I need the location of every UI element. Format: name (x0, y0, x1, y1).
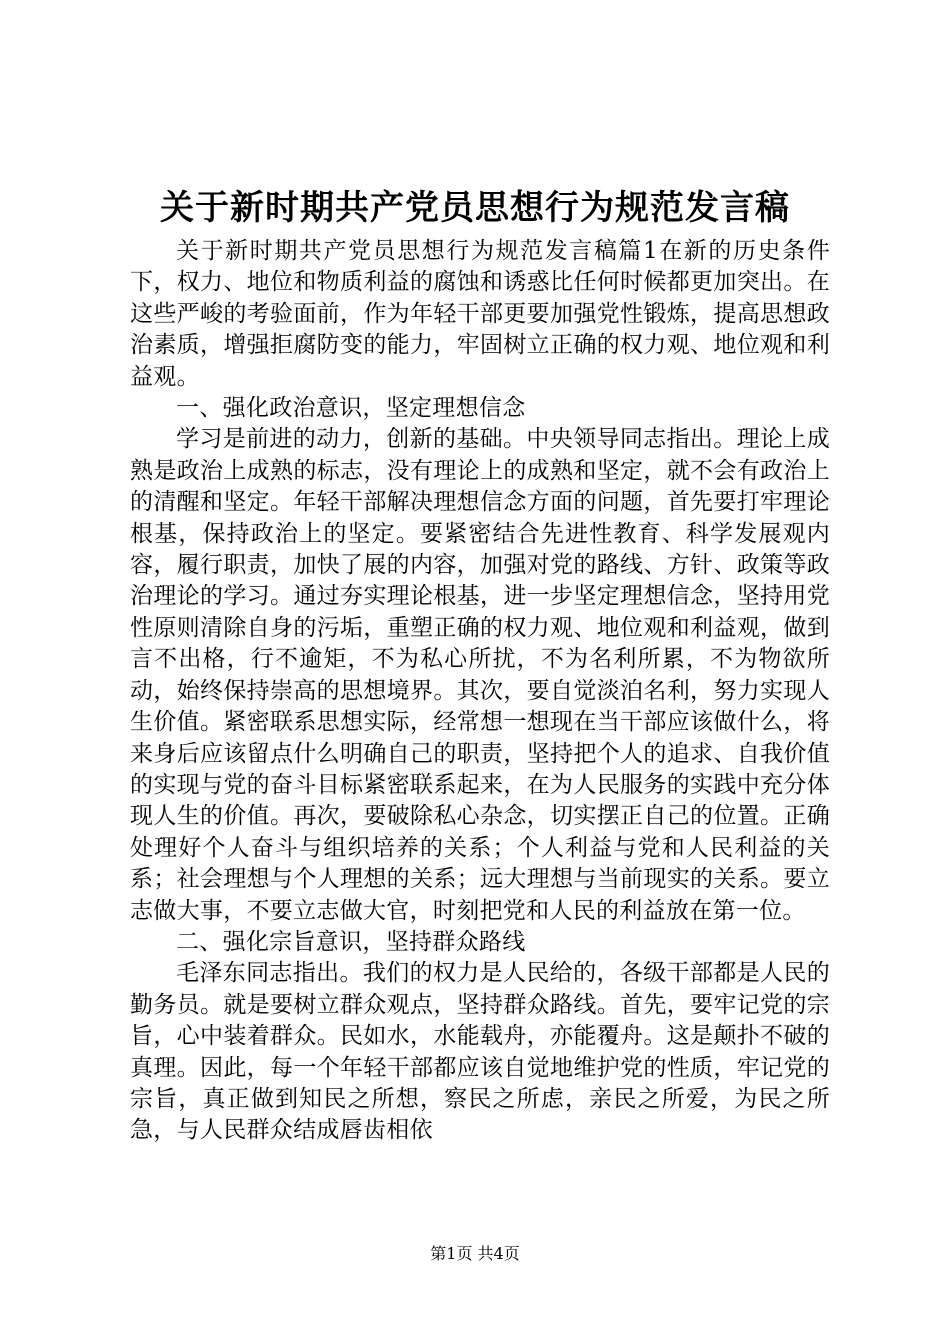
document-body (130, 236, 830, 1147)
document-title: 关于新时期共产党员思想行为规范发言稿 (160, 188, 790, 228)
paragraph-section-2: 毛泽东同志指出。我们的权力是人民给的，各级干部都是人民的勤务员。就是要树立群众观点，坚持群众路线。首先，要牢记党的宗旨，心中装着群众。民如水，水能载舟，亦能覆舟。这是颠扑不破的真理。因此，每一个年轻干部都应该自觉地维护党的性质，牢记党的宗旨，真正做到知民之所想，察民之所虑，亲民之所爱，为民之所急，与人民群众结成唇齿相依 (130, 960, 830, 1144)
paragraph-section-1: 学习是前进的动力，创新的基础。中央领导同志指出。理论上成熟是政治上成熟的标志，没有理论上的成熟和坚定，就不会有政治上的清醒和坚定。年轻干部解决理想信念方面的问题，首先要打牢理论根基，保持政治上的坚定。要紧密结合先进性教育、科学发展观内容，履行职责，加快了展的内容，加强对党的路线、方针、政策等政治理论的学习。通过夯实理论根基，进一步坚定理想信念，坚持用党性原则清除自身的污垢，重塑正确的权力观、地位观和利益观，做到言不出格，行不逾矩，不为私心所扰，不为名利所累，不为物欲所动，始终保持崇高的思想境界。其次，要自觉淡泊名利，努力实现人生价值。紧密联系思想实际，经常想一想现在当干部应该做什么，将来身后应该留点什么明确自己的职责，坚持把个人的追求、自我价值的实现与党的奋斗目标紧密联系起来，在为人民服务的实践中充分体现人生的价值。再次，要破除私心杂念，切实摆正自己的位置。正确处理好个人奋斗与组织培养的关系；个人利益与党和人民利益的关系；社会理想与个人理想的关系；远大理想与当前现实的关系。要立志做大事，不要立志做大官，时刻把党和人民的利益放在第一位。 (130, 426, 830, 924)
section-heading-2: 二、强化宗旨意识，坚持群众路线 (176, 928, 526, 955)
section-heading-1: 一、强化政治意识，坚定理想信念 (176, 395, 526, 422)
page-number-footer: 第1页 共4页 (430, 1244, 520, 1263)
paragraph-intro: 关于新时期共产党员思想行为规范发言稿篇1在新的历史条件下，权力、地位和物质利益的腐蚀和诱惑比任何时候都更加突出。在这些严峻的考验面前，作为年轻干部更要加强党性锻炼，提高思想政治素质，增强拒腐防变的能力，牢固树立正确的权力观、地位观和利益观。 (130, 238, 830, 390)
